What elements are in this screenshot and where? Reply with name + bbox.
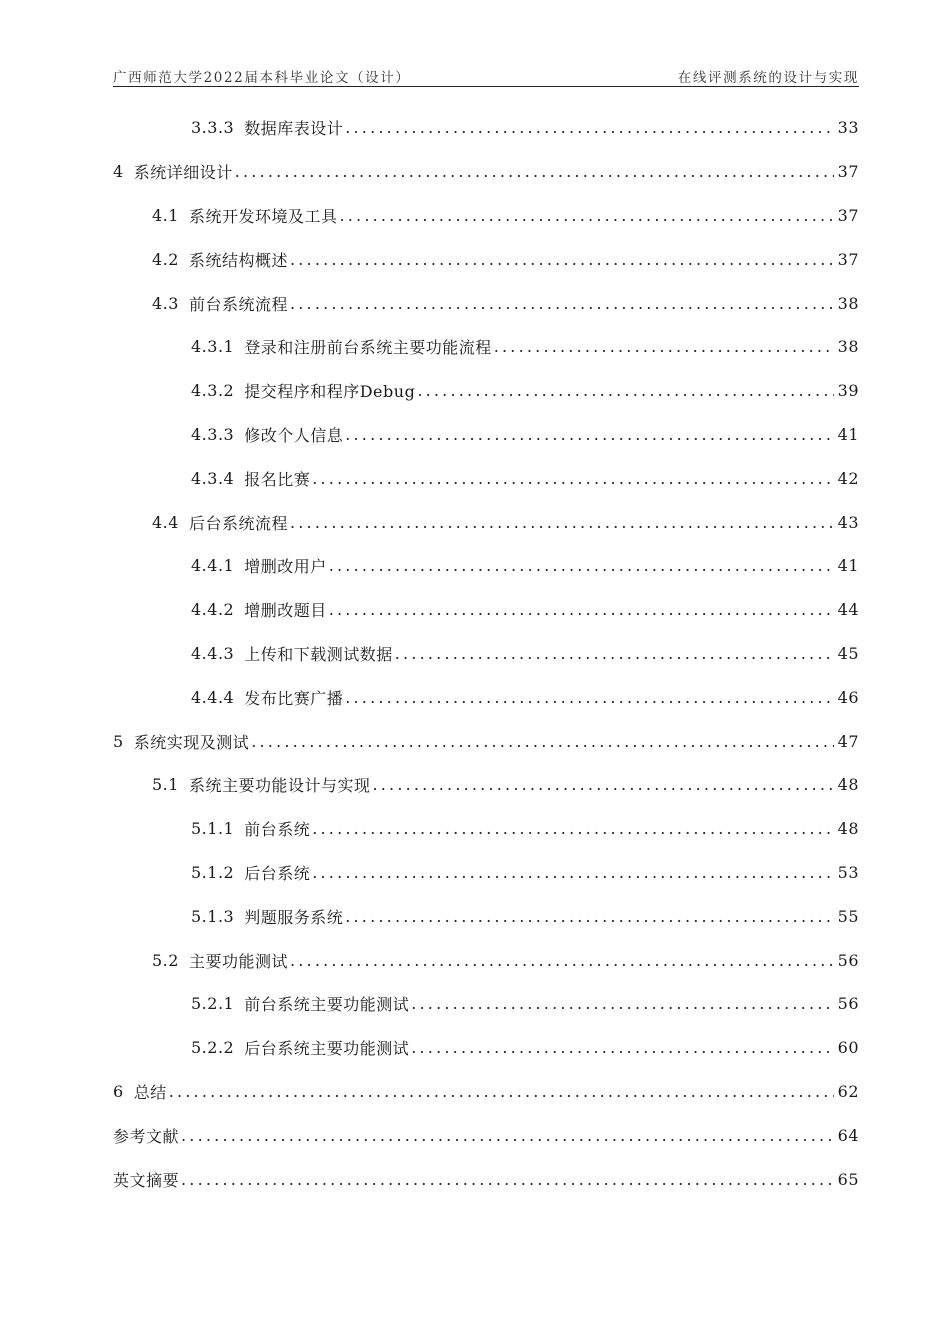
toc-entry-number: 5.2.2 — [191, 1038, 235, 1058]
toc-entry-title: 判题服务系统 — [244, 907, 344, 927]
toc-entry-page-number: 39 — [837, 381, 859, 401]
toc-leader-dots — [329, 556, 834, 575]
toc-entry-page-number: 37 — [837, 162, 859, 182]
toc-entry-title: 系统开发环境及工具 — [188, 206, 338, 226]
toc-entry-page-number: 43 — [837, 512, 859, 532]
toc-leader-dots — [417, 381, 833, 400]
toc-entry-page-number: 62 — [837, 1081, 859, 1101]
toc-leader-dots — [345, 907, 833, 926]
toc-entry-number: 3.3.3 — [191, 118, 235, 138]
toc-entry[interactable] — [113, 456, 859, 500]
toc-leader-dots — [169, 1082, 834, 1101]
toc-entry-title: 系统结构概述 — [188, 250, 288, 270]
toc-entry-title: 后台系统流程 — [188, 513, 288, 533]
toc-leader-dots — [312, 863, 833, 882]
toc-entry[interactable] — [113, 632, 859, 676]
toc-entry-title: 修改个人信息 — [244, 425, 344, 445]
toc-leader-dots — [290, 951, 834, 970]
toc-entry-number: 4.4.3 — [191, 643, 235, 663]
toc-entry[interactable] — [113, 1113, 859, 1157]
toc-leader-dots — [339, 206, 833, 225]
toc-entry-number: 4.3.4 — [191, 468, 235, 488]
toc-entry-number: 4.4.4 — [191, 687, 235, 707]
toc-entry-number: 5.2 — [152, 950, 179, 970]
toc-leader-dots — [345, 118, 833, 137]
header-right-title: 在线评测系统的设计与实现 — [677, 70, 859, 86]
toc-entry[interactable] — [113, 588, 859, 632]
toc-leader-dots — [290, 513, 834, 532]
toc-entry[interactable] — [113, 150, 859, 194]
toc-entry[interactable] — [113, 281, 859, 325]
toc-leader-dots — [312, 819, 833, 838]
toc-entry-title: 总结 — [133, 1082, 167, 1102]
toc-entry-page-number: 42 — [837, 468, 859, 488]
toc-entry[interactable] — [113, 982, 859, 1026]
toc-entry-number: 6 — [113, 1081, 124, 1101]
toc-entry-page-number: 41 — [837, 556, 859, 576]
toc-entry-number: 4.4.2 — [191, 600, 235, 620]
toc-entry-number: 5.1 — [152, 775, 179, 795]
toc-entry-number: 4.2 — [152, 249, 179, 269]
toc-entry-number: 4.4.1 — [191, 556, 235, 576]
toc-leader-dots — [329, 600, 834, 619]
toc-leader-dots — [345, 688, 833, 707]
toc-entry-title: 前台系统流程 — [188, 294, 288, 314]
toc-entry-number: 5.2.1 — [191, 994, 235, 1014]
toc-entry-title: 参考文献 — [113, 1126, 180, 1146]
toc-leader-dots — [290, 294, 834, 313]
toc-entry-number: 5.1.2 — [191, 862, 235, 882]
toc-entry-title: 前台系统主要功能测试 — [244, 995, 410, 1015]
toc-entry-page-number: 56 — [837, 994, 859, 1014]
toc-entry-page-number: 46 — [837, 687, 859, 707]
toc-entry[interactable] — [113, 1070, 859, 1114]
toc-entry-title: 上传和下载测试数据 — [244, 644, 393, 664]
toc-entry-title: 提交程序和程序Debug — [244, 382, 416, 402]
toc-leader-dots — [181, 1170, 834, 1189]
header-left-title: 广西师范大学2022届本科毕业论文（设计） — [113, 70, 411, 86]
toc-entry-number: 5 — [113, 731, 124, 751]
toc-entry-page-number: 48 — [837, 819, 859, 839]
toc-entry-page-number: 64 — [837, 1125, 859, 1145]
toc-entry[interactable] — [113, 369, 859, 413]
toc-entry-title: 系统详细设计 — [133, 163, 233, 183]
toc-entry[interactable] — [113, 1157, 859, 1201]
toc-entry[interactable] — [113, 237, 859, 281]
toc-entry-page-number: 33 — [837, 118, 859, 138]
toc-leader-dots — [395, 644, 834, 663]
toc-entry-number: 5.1.3 — [191, 906, 235, 926]
toc-entry-page-number: 37 — [837, 205, 859, 225]
toc-entry[interactable] — [113, 544, 859, 588]
toc-entry[interactable] — [113, 894, 859, 938]
toc-entry-title: 系统实现及测试 — [133, 732, 250, 752]
toc-entry-number: 4.1 — [152, 205, 179, 225]
toc-entry-number: 4.3.3 — [191, 424, 235, 444]
toc-entry-title: 数据库表设计 — [244, 119, 344, 139]
toc-entry[interactable] — [113, 763, 859, 807]
toc-leader-dots — [181, 1126, 834, 1145]
toc-entry-title: 登录和注册前台系统主要功能流程 — [244, 338, 492, 358]
toc-leader-dots — [290, 250, 834, 269]
toc-entry[interactable] — [113, 194, 859, 238]
toc-leader-dots — [372, 775, 833, 794]
toc-entry-page-number: 41 — [837, 424, 859, 444]
toc-entry[interactable] — [113, 851, 859, 895]
toc-entry-title: 增删改用户 — [244, 557, 327, 577]
toc-entry[interactable] — [113, 325, 859, 369]
toc-leader-dots — [235, 162, 834, 181]
toc-entry-page-number: 65 — [837, 1169, 859, 1189]
toc-entry-number: 4 — [113, 162, 124, 182]
toc-entry-title: 后台系统 — [244, 863, 311, 883]
toc-entry[interactable] — [113, 1026, 859, 1070]
toc-leader-dots — [411, 1038, 833, 1057]
table-of-contents — [113, 106, 859, 1201]
toc-entry-number: 5.1.1 — [191, 819, 235, 839]
toc-entry[interactable] — [113, 413, 859, 457]
toc-entry-page-number: 56 — [837, 950, 859, 970]
toc-entry-page-number: 38 — [837, 293, 859, 313]
page-header — [113, 66, 859, 87]
toc-entry-page-number: 53 — [837, 862, 859, 882]
toc-entry-page-number: 38 — [837, 337, 859, 357]
toc-entry-title: 后台系统主要功能测试 — [244, 1039, 410, 1059]
toc-entry-title: 发布比赛广播 — [244, 688, 344, 708]
toc-entry-title: 报名比赛 — [244, 469, 311, 489]
toc-entry-page-number: 37 — [837, 249, 859, 269]
toc-entry-title: 主要功能测试 — [188, 951, 288, 971]
toc-entry-page-number: 60 — [837, 1038, 859, 1058]
toc-entry[interactable] — [113, 106, 859, 150]
toc-entry-title: 英文摘要 — [113, 1170, 180, 1190]
toc-leader-dots — [494, 337, 834, 356]
toc-leader-dots — [251, 732, 833, 751]
toc-entry-page-number: 44 — [837, 600, 859, 620]
toc-entry-page-number: 55 — [837, 906, 859, 926]
toc-entry[interactable] — [113, 500, 859, 544]
toc-entry-page-number: 48 — [837, 775, 859, 795]
toc-entry-page-number: 45 — [837, 643, 859, 663]
toc-entry-number: 4.3.1 — [191, 337, 235, 357]
toc-leader-dots — [411, 994, 833, 1013]
toc-entry[interactable] — [113, 719, 859, 763]
toc-entry-number: 4.3 — [152, 293, 179, 313]
toc-entry-page-number: 47 — [837, 731, 859, 751]
toc-entry-number: 4.4 — [152, 512, 179, 532]
toc-entry[interactable] — [113, 938, 859, 982]
toc-entry-title: 增删改题目 — [244, 601, 327, 621]
toc-entry[interactable] — [113, 675, 859, 719]
toc-leader-dots — [312, 469, 833, 488]
toc-entry-title: 系统主要功能设计与实现 — [188, 776, 371, 796]
toc-entry-number: 4.3.2 — [191, 381, 235, 401]
toc-entry-title: 前台系统 — [244, 820, 311, 840]
toc-entry[interactable] — [113, 807, 859, 851]
toc-leader-dots — [345, 425, 833, 444]
